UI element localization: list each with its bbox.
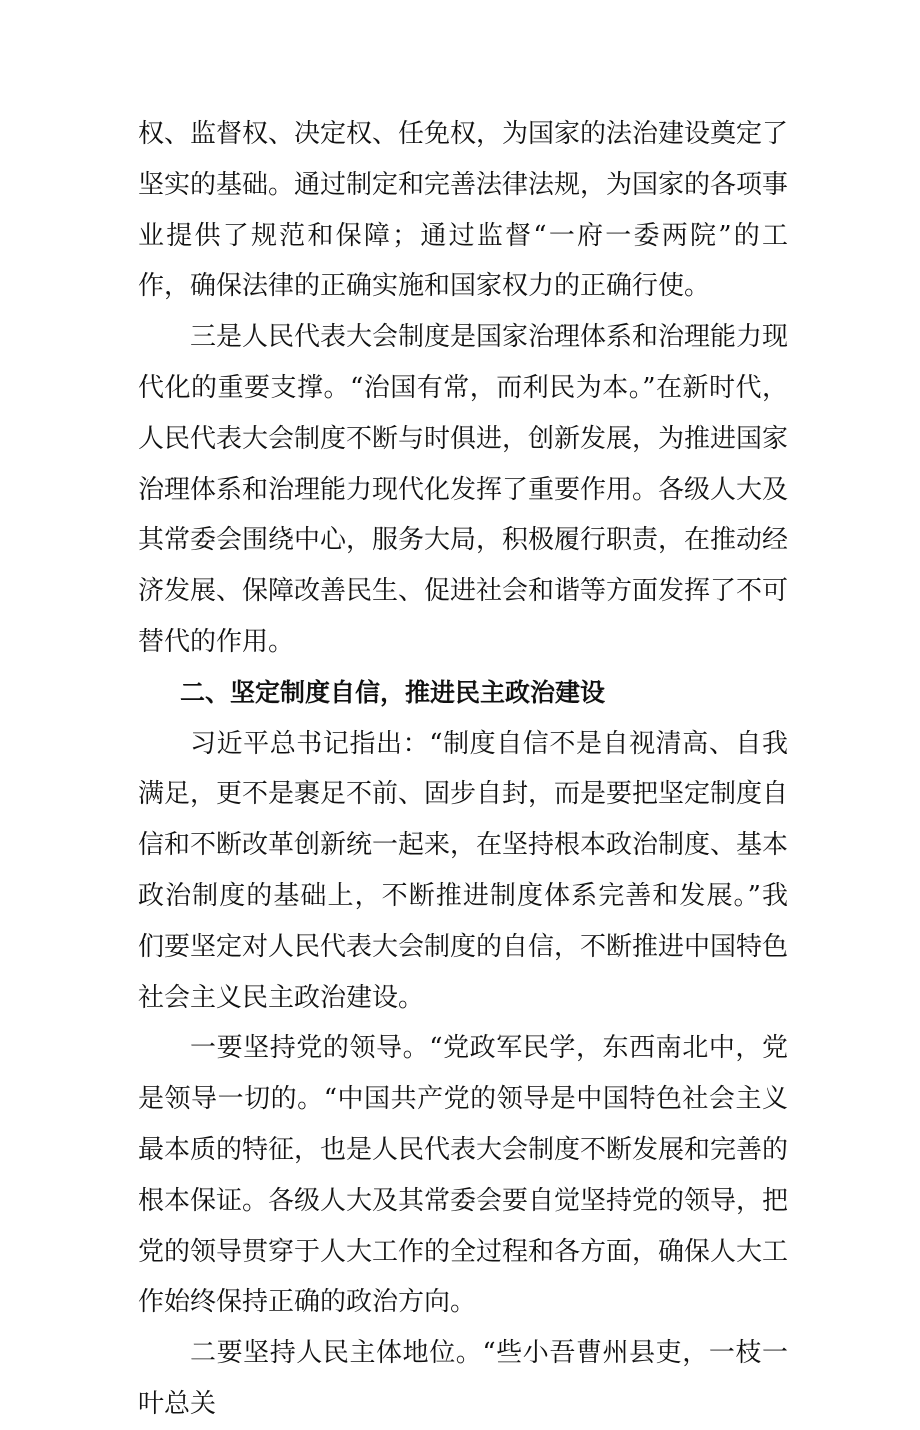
paragraph-governance-support: 三是人民代表大会制度是国家治理体系和治理能力现代化的重要支撑。“治国有常，而利民为本。”在新时代，人民代表大会制度不断与时俱进，创新发展，为推进国家治理体系和治理能力现代化发挥了重要作用。各级人大及其常委会围绕中心，服务大局，积极履行职责，在推动经济发展、保障改善民生、促进社会和谐等方面发挥了不可替代的作用。 [138,322,789,657]
document-body [138,109,788,1430]
paragraph-quote-institutional-confidence: 习近平总书记指出：“制度自信不是自视清高、自我满足，更不是裹足不前、固步自封，而是要把坚定制度自信和不断改革创新统一起来，在坚持根本政治制度、基本政治制度的基础上，不断推进制度体系完善和发展。”我们要坚定对人民代表大会制度的自信，不断推进中国特色社会主义民主政治建设。 [138,728,789,1013]
paragraph-legislative-powers: 权、监督权、决定权、任免权，为国家的法治建设奠定了坚实的基础。通过制定和完善法律法规，为国家的各项事业提供了规范和保障；通过监督“一府一委两院”的工作，确保法律的正确实施和国家权力的正确行使。 [138,119,789,302]
paragraph-people-centered: 二要坚持人民主体地位。“些小吾曹州县吏，一枝一叶总关 [138,1338,788,1419]
paragraph-party-leadership: 一要坚持党的领导。“党政军民学，东西南北中，党是领导一切的。“中国共产党的领导是中国特色社会主义最本质的特征，也是人民代表大会制度不断发展和完善的根本保证。各级人大及其常委会要自觉坚持党的领导，把党的领导贯穿于人大工作的全过程和各方面，确保人大工作始终保持正确的政治方向。 [138,1033,789,1318]
section-heading-institutional-confidence: 二、坚定制度自信，推进民主政治建设 [180,677,606,707]
